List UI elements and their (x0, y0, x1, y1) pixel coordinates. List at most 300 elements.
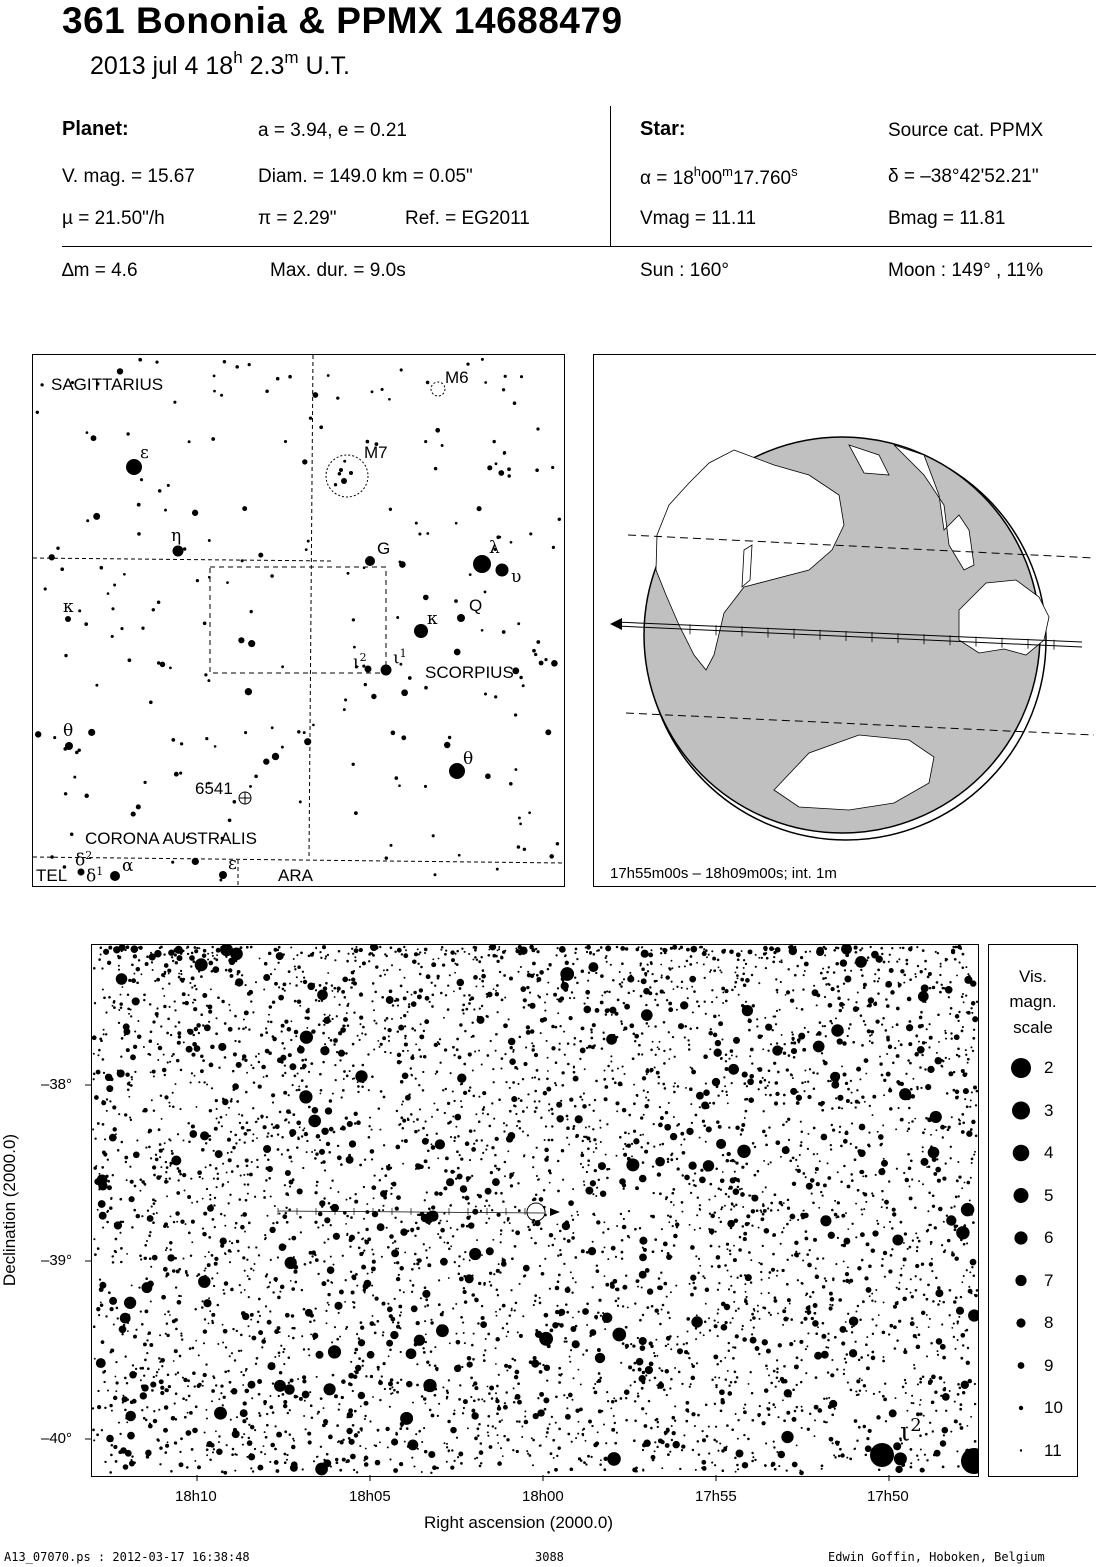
field-star (881, 1074, 884, 1077)
label-corona-australis: CORONA AUSTRALIS (85, 829, 257, 848)
finder-star (149, 700, 153, 704)
field-star (327, 972, 329, 974)
field-star (97, 1390, 99, 1392)
field-star (869, 1295, 871, 1297)
field-star (185, 1223, 187, 1225)
field-star (231, 1352, 233, 1354)
field-star (531, 1437, 533, 1439)
field-star (266, 1136, 268, 1138)
field-star (909, 1246, 912, 1249)
field-star (187, 1385, 189, 1387)
label-ngc6541: 6541 (195, 779, 233, 798)
field-star (746, 1296, 748, 1298)
field-star (675, 1222, 680, 1227)
field-star (487, 1431, 489, 1433)
field-star (390, 1052, 392, 1054)
field-star (604, 1246, 606, 1248)
field-star (700, 1169, 703, 1172)
field-star (271, 1093, 275, 1097)
field-star (692, 1365, 695, 1368)
field-star (930, 1134, 932, 1136)
field-star (817, 1408, 822, 1413)
field-star (445, 949, 447, 951)
field-star (337, 1155, 342, 1160)
field-star (539, 1197, 544, 1202)
field-star (514, 1066, 517, 1069)
field-star (322, 1032, 325, 1035)
field-star (481, 1398, 483, 1400)
field-star (411, 1230, 414, 1233)
field-star (565, 1220, 569, 1224)
field-star (952, 946, 954, 948)
field-star (955, 1348, 957, 1350)
field-star (444, 1048, 447, 1051)
field-star (903, 1265, 905, 1267)
field-star (939, 974, 941, 976)
field-star (762, 1245, 764, 1247)
field-star (674, 1405, 676, 1407)
field-star (812, 989, 819, 996)
field-star (158, 1368, 160, 1370)
field-star (338, 1408, 340, 1410)
finder-star (354, 811, 358, 815)
field-star (734, 1346, 737, 1349)
field-star (345, 1223, 347, 1225)
field-star (467, 1361, 473, 1367)
field-star (665, 975, 669, 979)
field-star (762, 1130, 766, 1134)
field-star (497, 1011, 499, 1013)
field-star (600, 1001, 604, 1005)
field-star (725, 1000, 728, 1003)
field-star (218, 1398, 220, 1400)
field-star (607, 1065, 610, 1068)
finder-star (208, 539, 211, 542)
field-star (778, 1451, 786, 1459)
field-star (830, 1080, 832, 1082)
field-star (825, 983, 827, 985)
field-star (248, 1246, 250, 1248)
field-star (150, 1157, 152, 1159)
field-star (940, 1440, 946, 1446)
field-star (205, 1267, 207, 1269)
field-star (342, 1125, 345, 1128)
field-star (512, 1230, 514, 1232)
field-star (531, 1360, 539, 1368)
field-star (615, 1012, 619, 1016)
field-star (789, 1219, 791, 1221)
field-star (714, 1211, 717, 1214)
field-star (228, 1202, 230, 1204)
field-star (232, 1448, 235, 1451)
field-star (275, 1280, 277, 1282)
field-star (299, 1216, 302, 1219)
field-star (191, 1072, 193, 1074)
field-star (612, 1328, 626, 1342)
field-star (659, 1323, 662, 1326)
field-star (404, 1139, 408, 1143)
field-star (501, 1261, 507, 1267)
field-star (144, 1257, 147, 1260)
field-star (708, 1452, 710, 1454)
field-star (228, 1107, 230, 1109)
field-star (100, 1301, 102, 1303)
field-star (430, 1350, 433, 1353)
field-star (479, 1465, 482, 1468)
field-star (722, 1002, 724, 1004)
field-star (442, 1311, 444, 1313)
field-star (544, 1408, 547, 1411)
field-star (268, 1286, 270, 1288)
field-star (415, 1043, 417, 1045)
field-star (672, 1036, 674, 1038)
field-star (498, 1407, 500, 1409)
field-star (805, 1372, 807, 1374)
field-star (453, 1413, 456, 1416)
field-star (661, 974, 663, 976)
field-star (718, 1125, 722, 1129)
field-star (921, 1263, 924, 1266)
finder-star (88, 729, 95, 736)
field-star (571, 1441, 573, 1443)
field-star (218, 1435, 220, 1437)
field-star (696, 1214, 698, 1216)
field-star (929, 987, 932, 990)
field-star (119, 1325, 127, 1333)
field-star (967, 973, 969, 975)
field-star (165, 1171, 167, 1173)
field-star (245, 1091, 248, 1094)
field-star (709, 1213, 711, 1215)
field-star (748, 1097, 754, 1103)
field-star (439, 1062, 441, 1064)
field-star (792, 1077, 794, 1079)
field-star (625, 1419, 628, 1422)
field-star (394, 1217, 396, 1219)
field-star (937, 1179, 941, 1183)
field-star (735, 1161, 738, 1164)
field-star (921, 1158, 929, 1166)
field-star (812, 1291, 815, 1294)
field-star (962, 1026, 964, 1028)
delta1-sup: 1 (96, 865, 104, 878)
field-star (424, 1450, 428, 1454)
field-star (643, 1090, 645, 1092)
field-star (621, 1258, 623, 1260)
field-star (369, 1420, 371, 1422)
field-star (250, 1425, 255, 1430)
field-star (348, 1437, 351, 1440)
field-star (236, 1240, 238, 1242)
field-star (846, 1099, 850, 1103)
field-star (717, 1312, 719, 1314)
field-star (246, 1259, 248, 1261)
field-star (400, 1116, 403, 1119)
field-star (512, 1449, 514, 1451)
field-star (942, 1427, 949, 1434)
field-star (757, 1310, 759, 1312)
field-star (921, 1311, 925, 1315)
finder-star (398, 784, 401, 787)
field-star (200, 975, 203, 978)
field-star (634, 1228, 637, 1231)
field-star (883, 1251, 887, 1255)
field-star (299, 1045, 301, 1047)
ra-mid: 00 (701, 168, 723, 189)
field-star (928, 1381, 932, 1385)
field-star (296, 1396, 298, 1398)
field-star (611, 1070, 613, 1072)
field-star (562, 981, 565, 984)
field-star (241, 1436, 243, 1438)
field-star (658, 1277, 661, 1280)
field-star (936, 981, 939, 984)
field-star (830, 1144, 832, 1146)
field-star (892, 1062, 895, 1065)
field-star (714, 1033, 716, 1035)
field-star (555, 1395, 558, 1398)
field-star (258, 1254, 260, 1256)
planet-parallax: π = 2.29" (258, 208, 337, 229)
field-star (248, 1222, 251, 1225)
field-star (968, 1286, 970, 1288)
field-star (624, 1389, 630, 1395)
field-star (699, 1106, 701, 1108)
field-star (297, 1188, 303, 1194)
field-star (728, 1342, 730, 1344)
field-star (940, 1395, 942, 1397)
field-star (560, 967, 574, 981)
field-star (327, 1266, 335, 1274)
field-star (178, 976, 181, 979)
field-star (259, 1315, 261, 1317)
field-star (780, 1377, 785, 1382)
field-star (334, 1302, 342, 1310)
field-star (879, 1056, 881, 1058)
field-star (379, 1441, 381, 1443)
field-star (854, 1419, 858, 1423)
field-star (521, 1426, 523, 1428)
field-star (580, 1040, 582, 1042)
field-star (623, 1153, 627, 1157)
field-star (776, 1275, 778, 1277)
finder-star (73, 776, 76, 779)
field-star (462, 1196, 465, 1199)
field-star (387, 1446, 389, 1448)
field-star (834, 1456, 836, 1458)
field-star (163, 1005, 166, 1008)
m7-star (349, 471, 353, 475)
field-star (934, 1152, 936, 1154)
field-star (702, 1466, 707, 1471)
field-star (821, 1464, 824, 1467)
field-star (881, 1258, 883, 1260)
finder-stars (35, 358, 561, 882)
field-star (202, 1385, 204, 1387)
field-star (158, 1128, 161, 1131)
finder-star (179, 772, 182, 775)
field-star (126, 1048, 130, 1052)
field-star (395, 1248, 397, 1250)
field-star (615, 1101, 619, 1105)
field-star (103, 1072, 105, 1074)
field-star (107, 1159, 109, 1161)
field-star (472, 1209, 478, 1215)
field-star (370, 1321, 375, 1326)
field-star (639, 1227, 641, 1229)
field-star (531, 1042, 533, 1044)
field-star (864, 1276, 868, 1280)
field-star (745, 978, 750, 983)
field-star (749, 1074, 754, 1079)
field-star (317, 1411, 320, 1414)
field-star (234, 1359, 236, 1361)
field-star (274, 1380, 286, 1392)
finder-star (180, 742, 183, 745)
field-star (960, 1403, 963, 1406)
field-star (108, 996, 111, 999)
field-star (538, 1178, 540, 1180)
field-star (400, 1351, 402, 1353)
field-star (364, 1462, 369, 1467)
finder-star (424, 785, 427, 788)
field-star (305, 1428, 307, 1430)
field-star (388, 1381, 393, 1386)
field-star (825, 1280, 827, 1282)
field-star (209, 1164, 212, 1167)
field-star (113, 1445, 117, 1449)
label-kappa-sco: κ (427, 609, 438, 629)
field-star (174, 1349, 178, 1353)
iota1-letter: ι (393, 648, 400, 669)
field-star (559, 1043, 561, 1045)
field-star (301, 1059, 304, 1062)
field-star (840, 1181, 843, 1184)
field-star (469, 1259, 471, 1261)
finder-star (248, 640, 255, 647)
field-star (762, 1306, 764, 1308)
field-star (308, 1115, 321, 1128)
field-star (355, 946, 357, 948)
field-star (192, 1371, 196, 1375)
field-star (660, 952, 662, 954)
field-star (292, 1337, 295, 1340)
field-star (119, 1433, 121, 1435)
field-star (573, 1066, 575, 1068)
field-star (688, 1048, 691, 1051)
label-eta: η (171, 526, 182, 546)
field-star (314, 1191, 317, 1194)
field-star (766, 957, 769, 960)
field-star (351, 1291, 355, 1295)
finder-star (532, 649, 536, 653)
date-text: 2013 jul 4 18 (90, 52, 234, 80)
field-star (348, 1154, 351, 1157)
field-star (543, 1189, 546, 1192)
field-star (623, 1002, 626, 1005)
field-star (875, 1001, 877, 1003)
field-star (783, 1051, 786, 1054)
field-star (872, 1195, 875, 1198)
field-star (573, 1043, 575, 1045)
field-star (625, 1397, 627, 1399)
field-star (971, 1162, 973, 1164)
field-star (396, 1381, 399, 1384)
field-star (910, 1292, 912, 1294)
field-star (848, 1027, 850, 1029)
field-star (416, 1321, 420, 1325)
field-star (509, 1222, 511, 1224)
field-star (110, 1454, 113, 1457)
field-star (177, 1133, 179, 1135)
field-star (496, 1412, 499, 1415)
field-star (471, 1412, 478, 1419)
field-star (971, 1266, 973, 1268)
field-star (145, 962, 149, 966)
field-star (127, 1007, 130, 1010)
field-star (471, 1175, 473, 1177)
field-star (515, 947, 517, 949)
field-star (126, 1179, 128, 1181)
field-star (470, 1377, 473, 1380)
field-star (463, 1287, 466, 1290)
field-star (622, 1066, 624, 1068)
field-star (547, 982, 549, 984)
field-star (558, 1428, 561, 1431)
field-star (957, 1020, 959, 1022)
field-star (922, 1041, 925, 1044)
field-star (580, 1153, 584, 1157)
finder-star (327, 374, 330, 377)
field-star (751, 1333, 753, 1335)
finder-star (520, 375, 523, 378)
field-star (557, 1446, 560, 1449)
field-star (328, 1345, 341, 1358)
finder-star (126, 432, 129, 435)
field-star (408, 1006, 411, 1009)
field-star (776, 1367, 779, 1370)
field-star (886, 1053, 888, 1055)
field-star (519, 1036, 522, 1039)
field-star (153, 1202, 156, 1205)
field-star (653, 1352, 655, 1354)
field-star (598, 1372, 601, 1375)
field-star (169, 1165, 171, 1167)
field-star (867, 956, 870, 959)
field-star (347, 953, 349, 955)
field-star (569, 997, 571, 999)
field-star (958, 1122, 961, 1125)
field-star (622, 1342, 625, 1345)
field-star (803, 1090, 805, 1092)
field-star (748, 949, 753, 954)
field-star (885, 985, 887, 987)
field-star (336, 1461, 339, 1464)
field-star (898, 958, 900, 960)
field-star (573, 1125, 576, 1128)
finder-star (84, 794, 89, 799)
field-star (328, 1304, 330, 1306)
field-star (848, 1282, 850, 1284)
field-star (426, 974, 431, 979)
field-star (202, 1024, 204, 1026)
field-star (249, 1173, 253, 1177)
field-star (454, 1365, 461, 1372)
field-star (495, 992, 499, 996)
field-star (924, 1454, 926, 1456)
field-star (216, 1186, 218, 1188)
field-star (966, 1329, 969, 1332)
